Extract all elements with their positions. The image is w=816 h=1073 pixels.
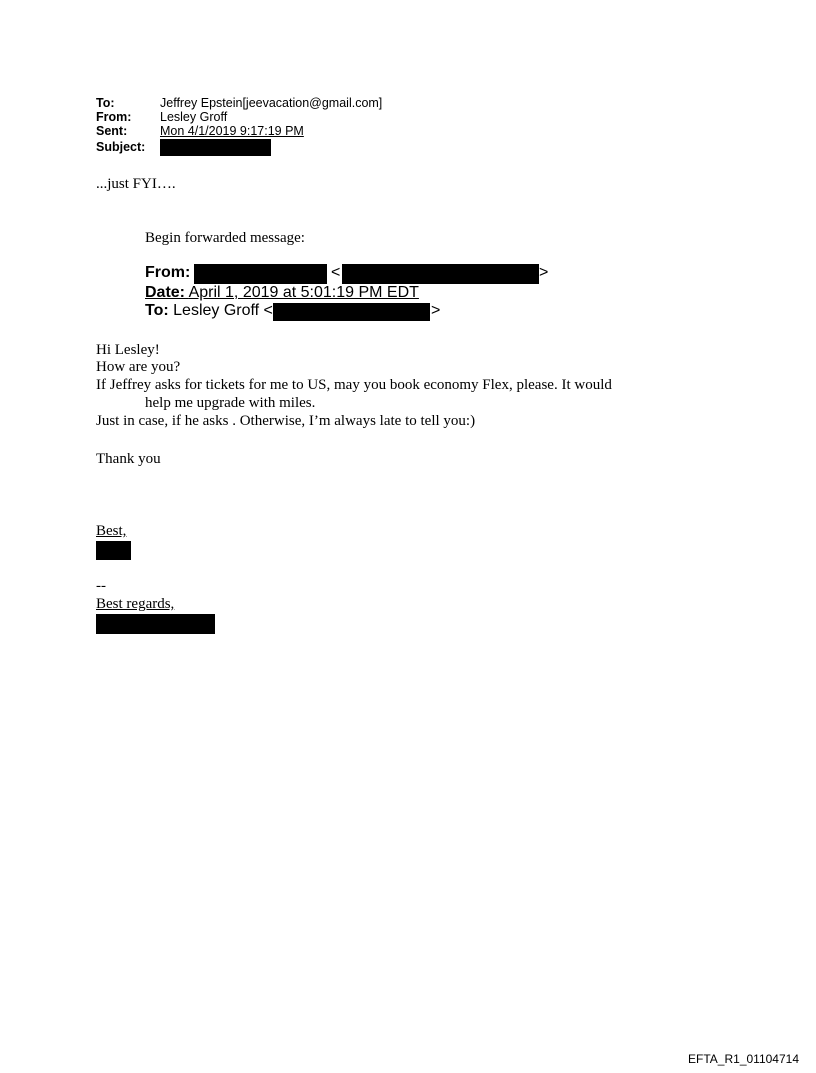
closing-name-redaction [96, 541, 131, 560]
fwd-date-value: April 1, 2019 at 5:01:19 PM EDT [188, 284, 419, 301]
email-header [96, 97, 596, 157]
fwd-to-gt: > [431, 302, 441, 319]
signoff-name-redaction [96, 614, 215, 634]
message-line-2: How are you? [96, 359, 181, 375]
fwd-from-label: From: [145, 264, 191, 281]
fwd-to-value: Lesley Groff < [173, 302, 273, 319]
to-label: To: [96, 96, 115, 110]
from-label: From: [96, 110, 132, 124]
closing-text: Best, [96, 523, 127, 539]
subject-label: Subject: [96, 140, 146, 154]
forward-intro: Begin forwarded message: [145, 230, 305, 246]
thanks-text: Thank you [96, 451, 161, 467]
fwd-to-label: To: [145, 302, 169, 319]
signature-dashes: -- [96, 578, 106, 594]
signoff-text: Best regards, [96, 596, 175, 612]
subject-redaction [160, 139, 271, 156]
fwd-to-line [145, 302, 441, 320]
message-line-3b: help me upgrade with miles. [145, 395, 316, 411]
fwd-to-email-redaction [273, 303, 430, 321]
fwd-date-line [145, 284, 419, 302]
message-line-3: If Jeffrey asks for tickets for me to US, may you book economy Flex, please. It would [96, 377, 612, 393]
fwd-date-label: Date: [145, 284, 186, 301]
message-line-4: Just in case, if he asks . Otherwise, I’m always late to tell you:) [96, 413, 476, 429]
to-value: Jeffrey Epstein[jeevacation@gmail.com] [160, 96, 383, 110]
fwd-from-line [145, 264, 549, 282]
sent-value: Mon 4/1/2019 9:17:19 PM [160, 124, 304, 138]
fwd-from-email-redaction [342, 264, 539, 284]
fwd-gt: > [539, 264, 549, 281]
fwd-from-name-redaction [194, 264, 327, 284]
document-id: EFTA_R1_01104714 [688, 1052, 799, 1066]
greeting: Hi Lesley! [96, 342, 160, 358]
fwd-lt: < [331, 264, 341, 281]
intro-text: ...just FYI…. [96, 176, 176, 192]
sent-label: Sent: [96, 124, 128, 138]
from-value: Lesley Groff [160, 110, 228, 124]
